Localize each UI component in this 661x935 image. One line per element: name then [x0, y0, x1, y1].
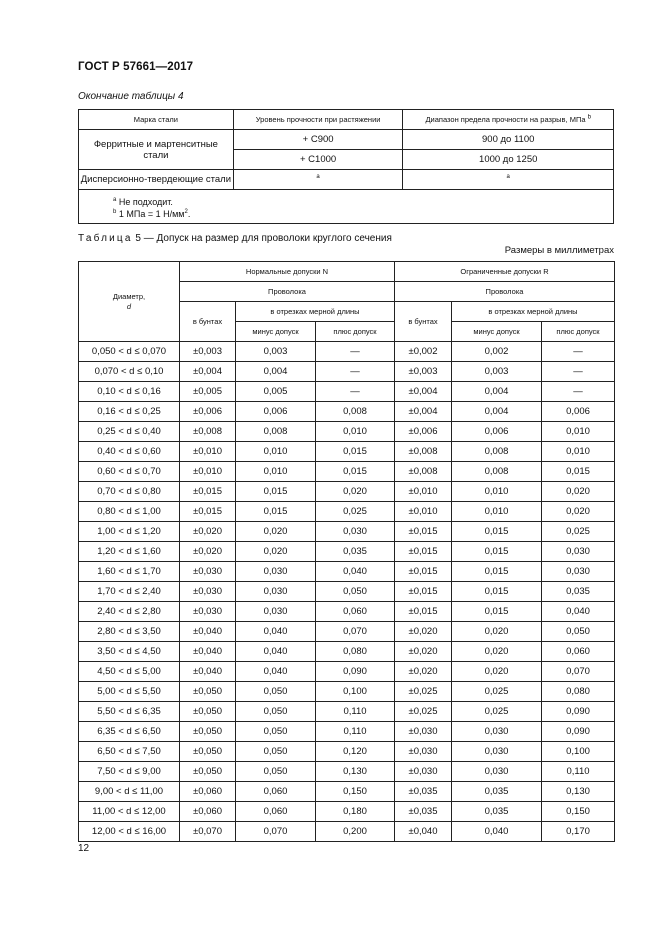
diameter-range-cell: 11,00 < d ≤ 12,00	[79, 802, 180, 822]
diameter-range-cell: 7,50 < d ≤ 9,00	[79, 762, 180, 782]
tolerance-cell: 0,050	[236, 722, 316, 742]
tolerance-cell: ±0,035	[395, 782, 452, 802]
tolerance-cell: 0,020	[236, 542, 316, 562]
diameter-range-cell: 0,60 < d ≤ 0,70	[79, 462, 180, 482]
table5-header-diameter	[79, 262, 180, 342]
tolerance-cell: 0,030	[316, 522, 395, 542]
tolerance-cell: 0,006	[236, 402, 316, 422]
tolerance-cell: 0,015	[452, 522, 542, 542]
tolerance-cell: ±0,008	[395, 462, 452, 482]
tolerance-cell: ±0,050	[180, 682, 236, 702]
tolerance-cell: 0,035	[316, 542, 395, 562]
table5-header-limited: Ограниченные допуски R	[395, 262, 615, 282]
tolerance-cell: ±0,030	[180, 582, 236, 602]
tolerance-cell: ±0,006	[180, 402, 236, 422]
tolerance-cell: 0,008	[452, 462, 542, 482]
tolerance-cell: ±0,015	[180, 502, 236, 522]
tolerance-cell: ±0,008	[395, 442, 452, 462]
diameter-range-cell: 0,10 < d ≤ 0,16	[79, 382, 180, 402]
table4-notes	[79, 190, 614, 224]
diameter-range-cell: 4,50 < d ≤ 5,00	[79, 662, 180, 682]
tolerance-cell: —	[542, 342, 615, 362]
table5-title-prefix: Таблица	[78, 233, 133, 244]
tolerance-cell: 0,040	[236, 662, 316, 682]
tolerance-cell: 0,006	[542, 402, 615, 422]
tolerance-cell: 0,100	[542, 742, 615, 762]
tolerance-cell: 0,020	[452, 662, 542, 682]
table-row	[79, 442, 615, 462]
tolerance-cell: 0,015	[452, 542, 542, 562]
table4-group1-name	[79, 130, 234, 170]
tolerance-cell: 0,020	[542, 502, 615, 522]
tolerance-cell: 0,010	[236, 442, 316, 462]
diameter-range-cell: 1,70 < d ≤ 2,40	[79, 582, 180, 602]
table5-header-wire: Проволока	[395, 282, 615, 302]
table5-header-wire: Проволока	[180, 282, 395, 302]
tolerance-cell: 0,004	[452, 382, 542, 402]
tolerance-cell: ±0,030	[180, 562, 236, 582]
diameter-range-cell: 6,35 < d ≤ 6,50	[79, 722, 180, 742]
diameter-range-cell: 5,50 < d ≤ 6,35	[79, 702, 180, 722]
tolerance-cell: ±0,050	[180, 762, 236, 782]
table5-header-minus: минус допуск	[236, 322, 316, 342]
tolerance-cell: ±0,050	[180, 722, 236, 742]
tolerance-cell: 0,030	[236, 582, 316, 602]
tolerance-cell: 0,040	[316, 562, 395, 582]
tolerance-cell: 0,035	[452, 802, 542, 822]
tolerance-cell: ±0,010	[395, 482, 452, 502]
tolerance-cell: 0,180	[316, 802, 395, 822]
tolerance-cell: 0,040	[236, 642, 316, 662]
tolerance-cell: 0,030	[452, 762, 542, 782]
diameter-range-cell: 6,50 < d ≤ 7,50	[79, 742, 180, 762]
table5-header-plus: плюс допуск	[542, 322, 615, 342]
tolerance-cell: ±0,060	[180, 782, 236, 802]
table-row	[79, 422, 615, 442]
table-row	[79, 762, 615, 782]
table-row	[79, 702, 615, 722]
table-row	[79, 342, 615, 362]
tolerance-cell: 0,080	[316, 642, 395, 662]
diameter-range-cell: 2,40 < d ≤ 2,80	[79, 602, 180, 622]
page-number: 12	[78, 843, 90, 854]
tolerance-cell: —	[316, 362, 395, 382]
diameter-range-cell: 12,00 < d ≤ 16,00	[79, 822, 180, 842]
tolerance-cell: ±0,004	[180, 362, 236, 382]
tolerance-cell: 0,015	[452, 562, 542, 582]
diameter-symbol: d	[126, 301, 132, 311]
tolerance-cell: ±0,030	[180, 602, 236, 622]
tolerance-cell: 0,040	[236, 622, 316, 642]
tolerance-cell: 0,005	[236, 382, 316, 402]
tolerance-cell: 0,035	[542, 582, 615, 602]
tolerance-cell: 0,130	[542, 782, 615, 802]
diameter-range-cell: 0,25 < d ≤ 0,40	[79, 422, 180, 442]
tolerance-cell: 0,110	[316, 702, 395, 722]
tolerance-cell: ±0,010	[180, 462, 236, 482]
tolerance-cell: ±0,005	[180, 382, 236, 402]
table4-cell: + C1000	[233, 150, 403, 170]
table4-cell	[403, 170, 614, 190]
footnote-marker: b	[113, 209, 117, 215]
tolerance-cell: 0,020	[452, 622, 542, 642]
table-row	[79, 522, 615, 542]
tolerance-cell: 0,050	[236, 762, 316, 782]
table5	[78, 261, 615, 842]
note-text: Не подходит.	[118, 197, 173, 207]
tolerance-cell: 0,020	[236, 522, 316, 542]
diameter-range-cell: 3,50 < d ≤ 4,50	[79, 642, 180, 662]
table4-note-b	[113, 208, 613, 220]
table-row	[79, 782, 615, 802]
tolerance-cell: ±0,006	[395, 422, 452, 442]
tolerance-cell: 0,200	[316, 822, 395, 842]
tolerance-cell: ±0,003	[395, 362, 452, 382]
diameter-range-cell: 0,40 < d ≤ 0,60	[79, 442, 180, 462]
table4-cell: 900 до 1100	[403, 130, 614, 150]
diameter-label: Диаметр,	[112, 291, 146, 301]
footnote-ref: b	[587, 114, 591, 121]
tolerance-cell: ±0,035	[395, 802, 452, 822]
tolerance-cell: 0,050	[542, 622, 615, 642]
table5-title-text: 5 — Допуск на размер для проволоки круглого сечения	[135, 233, 392, 244]
tolerance-cell: 0,060	[236, 782, 316, 802]
tolerance-cell: 0,015	[236, 482, 316, 502]
table-row	[79, 542, 615, 562]
tolerance-cell: 0,030	[236, 562, 316, 582]
diameter-range-cell: 0,050 < d ≤ 0,070	[79, 342, 180, 362]
footnote-ref: a	[316, 173, 320, 180]
tolerance-cell: 0,130	[316, 762, 395, 782]
tolerance-cell: 0,150	[316, 782, 395, 802]
table-row	[79, 822, 615, 842]
tolerance-cell: ±0,020	[180, 542, 236, 562]
tolerance-cell: 0,100	[316, 682, 395, 702]
tolerance-cell: ±0,025	[395, 702, 452, 722]
tolerance-cell: 0,030	[542, 542, 615, 562]
tolerance-cell: ±0,004	[395, 402, 452, 422]
table-row	[79, 742, 615, 762]
tolerance-cell: 0,015	[316, 462, 395, 482]
table4-header-strength-level: Уровень прочности при растяжении	[233, 110, 403, 130]
table4-cell: + C900	[233, 130, 403, 150]
tolerance-cell: 0,015	[316, 442, 395, 462]
tolerance-cell: 0,003	[452, 362, 542, 382]
tolerance-cell: 0,060	[236, 802, 316, 822]
tolerance-cell: ±0,015	[395, 522, 452, 542]
diameter-range-cell: 0,70 < d ≤ 0,80	[79, 482, 180, 502]
tolerance-cell: 0,004	[236, 362, 316, 382]
table5-title	[78, 233, 392, 244]
tolerance-cell: 0,050	[236, 682, 316, 702]
tolerance-cell: 0,010	[316, 422, 395, 442]
diameter-range-cell: 1,20 < d ≤ 1,60	[79, 542, 180, 562]
tolerance-cell: —	[542, 362, 615, 382]
tolerance-cell: ±0,015	[395, 602, 452, 622]
diameter-range-cell: 0,80 < d ≤ 1,00	[79, 502, 180, 522]
tolerance-cell: 0,015	[452, 582, 542, 602]
tolerance-cell: 0,040	[452, 822, 542, 842]
table4-note-a	[113, 196, 613, 208]
tolerance-cell: 0,040	[542, 602, 615, 622]
table-row	[79, 382, 615, 402]
table-row	[79, 642, 615, 662]
table5-header-minus: минус допуск	[452, 322, 542, 342]
tolerance-cell: ±0,050	[180, 702, 236, 722]
tolerance-cell: 0,002	[452, 342, 542, 362]
tolerance-cell: 0,050	[236, 702, 316, 722]
table-row	[79, 722, 615, 742]
table4-group1-name-line1: Ферритные и мартенситные	[93, 138, 218, 150]
tolerance-cell: ±0,020	[395, 642, 452, 662]
table-row	[79, 682, 615, 702]
tolerance-cell: ±0,030	[395, 722, 452, 742]
diameter-range-cell: 1,00 < d ≤ 1,20	[79, 522, 180, 542]
table5-units-note: Размеры в миллиметрах	[504, 245, 614, 256]
tolerance-cell: ±0,015	[395, 562, 452, 582]
table-row	[79, 582, 615, 602]
diameter-range-cell: 5,00 < d ≤ 5,50	[79, 682, 180, 702]
tolerance-cell: 0,035	[452, 782, 542, 802]
note-tail: .	[187, 209, 191, 219]
table-row	[79, 602, 615, 622]
footnote-marker: a	[113, 197, 117, 203]
tolerance-cell: ±0,025	[395, 682, 452, 702]
tolerance-cell: 0,020	[452, 642, 542, 662]
tolerance-cell: 0,030	[236, 602, 316, 622]
tolerance-cell: 0,025	[542, 522, 615, 542]
tolerance-cell: 0,070	[316, 622, 395, 642]
tolerance-cell: 0,060	[542, 642, 615, 662]
diameter-range-cell: 1,60 < d ≤ 1,70	[79, 562, 180, 582]
tolerance-cell: ±0,008	[180, 422, 236, 442]
tolerance-cell: 0,070	[236, 822, 316, 842]
tolerance-cell: 0,008	[452, 442, 542, 462]
tolerance-cell: —	[542, 382, 615, 402]
tolerance-cell: 0,030	[452, 742, 542, 762]
tolerance-cell: 0,025	[452, 682, 542, 702]
table4-cell	[233, 170, 403, 190]
tolerance-cell: 0,120	[316, 742, 395, 762]
tolerance-cell: 0,090	[542, 702, 615, 722]
tolerance-cell: 0,008	[316, 402, 395, 422]
table-row	[79, 482, 615, 502]
note-superscript: 2	[184, 209, 188, 215]
tolerance-cell: ±0,040	[180, 642, 236, 662]
tolerance-cell: 0,080	[542, 682, 615, 702]
tolerance-cell: ±0,060	[180, 802, 236, 822]
tolerance-cell: 0,010	[236, 462, 316, 482]
footnote-ref: a	[506, 173, 510, 180]
tolerance-cell: 0,030	[542, 562, 615, 582]
table5-header-normal: Нормальные допуски N	[180, 262, 395, 282]
tolerance-cell: 0,020	[316, 482, 395, 502]
tolerance-cell: ±0,030	[395, 742, 452, 762]
tolerance-cell: 0,010	[452, 482, 542, 502]
table-row	[79, 622, 615, 642]
tolerance-cell: ±0,040	[395, 822, 452, 842]
tolerance-cell: 0,015	[236, 502, 316, 522]
table5-header-plus: плюс допуск	[316, 322, 395, 342]
tolerance-cell: 0,030	[452, 722, 542, 742]
tolerance-cell: ±0,070	[180, 822, 236, 842]
tolerance-cell: 0,050	[316, 582, 395, 602]
table4-header-range	[403, 110, 614, 130]
diameter-range-cell: 9,00 < d ≤ 11,00	[79, 782, 180, 802]
table4-header-steel-grade: Марка стали	[79, 110, 234, 130]
table-row	[79, 562, 615, 582]
tolerance-cell: ±0,003	[180, 342, 236, 362]
table4-caption: Окончание таблицы 4	[78, 91, 184, 102]
tolerance-cell: 0,090	[316, 662, 395, 682]
tolerance-cell: 0,070	[542, 662, 615, 682]
tolerance-cell: ±0,020	[180, 522, 236, 542]
table-row	[79, 362, 615, 382]
table-row	[79, 662, 615, 682]
document-code: ГОСТ Р 57661—2017	[78, 61, 194, 73]
table5-body	[79, 342, 615, 842]
tolerance-cell: 0,008	[236, 422, 316, 442]
tolerance-cell: 0,050	[236, 742, 316, 762]
tolerance-cell: 0,090	[542, 722, 615, 742]
table-row	[79, 502, 615, 522]
table4-cell: 1000 до 1250	[403, 150, 614, 170]
tolerance-cell: 0,010	[542, 422, 615, 442]
tolerance-cell: ±0,040	[180, 622, 236, 642]
tolerance-cell: ±0,010	[180, 442, 236, 462]
tolerance-cell: 0,015	[542, 462, 615, 482]
tolerance-cell: 0,025	[452, 702, 542, 722]
note-text: 1 МПа = 1 Н/мм	[118, 209, 185, 219]
table5-header-in-coils: в бунтах	[395, 302, 452, 342]
tolerance-cell: ±0,040	[180, 662, 236, 682]
table4-header-range-text: Диапазон предела прочности на разрыв, МПа	[425, 115, 586, 124]
tolerance-cell: —	[316, 382, 395, 402]
table-row	[79, 462, 615, 482]
tolerance-cell: 0,015	[452, 602, 542, 622]
tolerance-cell: ±0,015	[180, 482, 236, 502]
diameter-range-cell: 2,80 < d ≤ 3,50	[79, 622, 180, 642]
tolerance-cell: 0,010	[542, 442, 615, 462]
tolerance-cell: ±0,004	[395, 382, 452, 402]
tolerance-cell: ±0,050	[180, 742, 236, 762]
table4-group1-name-line2: стали	[143, 149, 169, 161]
table-row	[79, 802, 615, 822]
tolerance-cell: 0,003	[236, 342, 316, 362]
table4-group2-name: Дисперсионно-твердеющие стали	[79, 170, 234, 190]
tolerance-cell: ±0,030	[395, 762, 452, 782]
tolerance-cell: —	[316, 342, 395, 362]
diameter-range-cell: 0,16 < d ≤ 0,25	[79, 402, 180, 422]
tolerance-cell: 0,020	[542, 482, 615, 502]
diameter-range-cell: 0,070 < d ≤ 0,10	[79, 362, 180, 382]
table5-header-in-coils: в бунтах	[180, 302, 236, 342]
table5-header-in-lengths: в отрезках мерной длины	[236, 302, 395, 322]
tolerance-cell: ±0,015	[395, 582, 452, 602]
tolerance-cell: 0,025	[316, 502, 395, 522]
tolerance-cell: ±0,015	[395, 542, 452, 562]
tolerance-cell: 0,150	[542, 802, 615, 822]
tolerance-cell: 0,004	[452, 402, 542, 422]
tolerance-cell: ±0,010	[395, 502, 452, 522]
table4	[78, 109, 614, 224]
table-row	[79, 402, 615, 422]
tolerance-cell: 0,110	[316, 722, 395, 742]
tolerance-cell: 0,006	[452, 422, 542, 442]
tolerance-cell: 0,010	[452, 502, 542, 522]
tolerance-cell: 0,110	[542, 762, 615, 782]
tolerance-cell: ±0,002	[395, 342, 452, 362]
tolerance-cell: 0,060	[316, 602, 395, 622]
table5-header-in-lengths: в отрезках мерной длины	[452, 302, 615, 322]
tolerance-cell: ±0,020	[395, 622, 452, 642]
tolerance-cell: 0,170	[542, 822, 615, 842]
tolerance-cell: ±0,020	[395, 662, 452, 682]
